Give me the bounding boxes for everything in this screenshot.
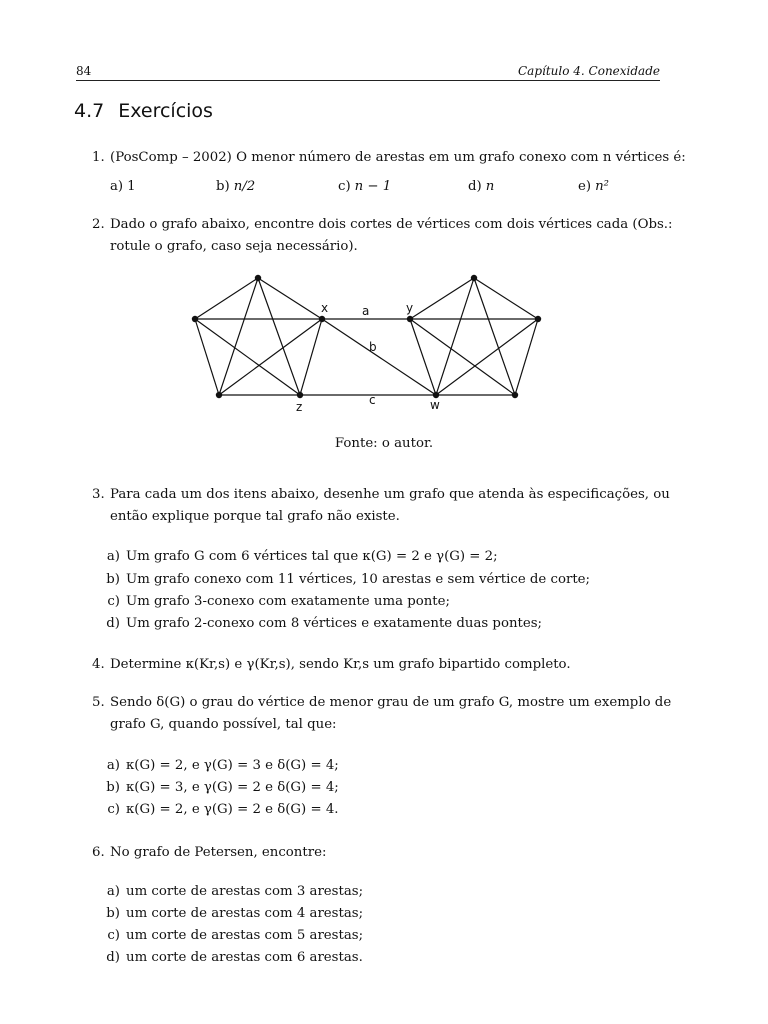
q6-item-b: b) um corte de arestas com 4 arestas;: [106, 906, 364, 921]
q5-text-line1: Sendo δ(G) o grau do vértice de menor grau de um grafo G, mostre um exemplo de: [110, 695, 672, 710]
section-heading: [74, 100, 213, 122]
q5-text-line2: grafo G, quando possível, tal que:: [110, 717, 337, 732]
vertex-label-x: x: [321, 301, 329, 315]
q6-item-a: a) um corte de arestas com 3 arestas;: [106, 884, 364, 899]
chapter-title: Capítulo 4. Conexidade: [517, 64, 660, 78]
q3-number: 3.: [92, 487, 105, 502]
q5-number: 5.: [92, 695, 105, 710]
figure-caption: Fonte: o autor.: [334, 436, 434, 451]
q1-option-c: c) n − 1: [338, 179, 392, 194]
edge-label-c: c: [369, 393, 376, 407]
q1-option-e: e) n²: [578, 179, 609, 194]
edge-label-a: a: [362, 304, 370, 318]
q6-text: No grafo de Petersen, encontre:: [110, 845, 327, 860]
vertex-label-z: z: [296, 400, 303, 414]
q3-item-c: c) Um grafo 3-conexo com exatamente uma ponte;: [107, 594, 450, 609]
q2-text-line2: rotule o grafo, caso seja necessário).: [110, 239, 358, 254]
q5-item-b: b) κ(G) = 3, e γ(G) = 2 e δ(G) = 4;: [106, 780, 339, 795]
section-title: Exercícios: [118, 100, 213, 122]
q1-text: (PosComp – 2002) O menor número de arestas em um grafo conexo com n vértices é:: [110, 150, 686, 165]
q3-text-line1: Para cada um dos itens abaixo, desenhe um grafo que atenda às especificações, ou: [110, 487, 670, 502]
q5-item-a: a) κ(G) = 2, e γ(G) = 3 e δ(G) = 4;: [106, 758, 339, 773]
vertex-label-y: y: [406, 301, 414, 315]
q5-item-c: c) κ(G) = 2, e γ(G) = 2 e δ(G) = 4.: [107, 802, 339, 817]
section-number: 4.7: [74, 100, 105, 122]
vertex-label-w: w: [430, 398, 440, 412]
q1-option-a: a) 1: [110, 179, 136, 194]
edge-label-b: b: [369, 340, 377, 354]
q1-option-b: b) n/2: [216, 179, 256, 194]
q3-item-a: a) Um grafo G com 6 vértices tal que κ(G) = 2 e γ(G) = 2;: [106, 549, 498, 564]
page-number: 84: [76, 64, 92, 78]
q3-text-line2: então explique porque tal grafo não existe.: [110, 509, 400, 524]
q2-text-line1: Dado o grafo abaixo, encontre dois cortes de vértices com dois vértices cada (Obs.:: [110, 217, 673, 232]
graph-figure: [0, 268, 768, 418]
running-header: [76, 62, 660, 81]
q1-option-d: d) n: [468, 179, 495, 194]
q3-item-b: b) Um grafo conexo com 11 vértices, 10 arestas e sem vértice de corte;: [106, 572, 591, 587]
graph-edges: [195, 278, 538, 395]
q2-number: 2.: [92, 217, 105, 232]
q4-number: 4.: [92, 657, 105, 672]
q6-item-c: c) um corte de arestas com 5 arestas;: [107, 928, 364, 943]
q6-number: 6.: [92, 845, 105, 860]
graph-vertices: [192, 275, 541, 398]
q4-text: Determine κ(Kr,s) e γ(Kr,s), sendo Kr,s um grafo bipartido completo.: [110, 657, 571, 672]
q3-item-d: d) Um grafo 2-conexo com 8 vértices e exatamente duas pontes;: [106, 616, 543, 631]
q1-number: 1.: [92, 150, 105, 165]
q6-item-d: d) um corte de arestas com 6 arestas.: [106, 950, 363, 965]
